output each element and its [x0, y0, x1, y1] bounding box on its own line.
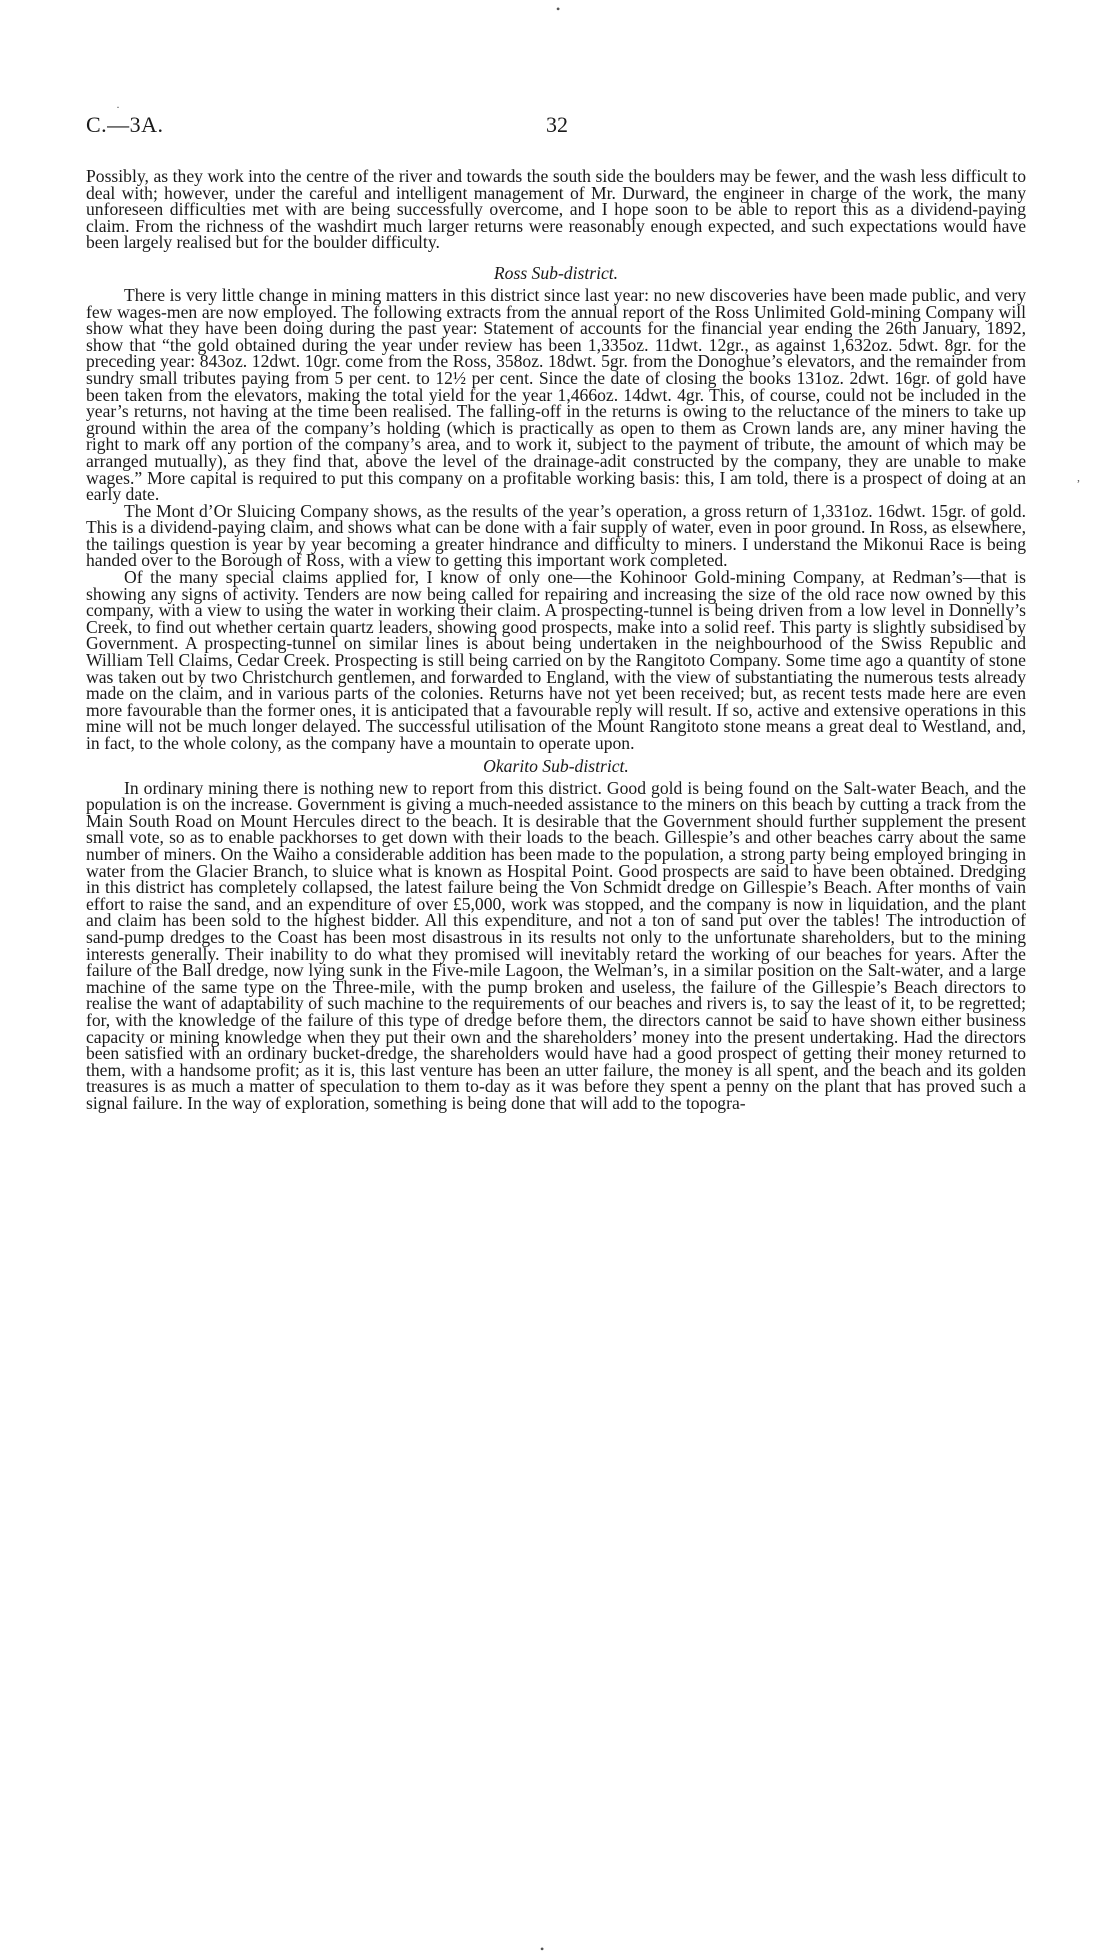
scan-dot: · — [116, 100, 120, 114]
document-reference: C.—3A. — [86, 112, 164, 137]
intro-paragraph: Possibly, as they work into the centre of the river and towards the south side the boulders may be fewer, and the wash less difficult to deal with; however, under the careful and intelligent management of Mr. Durward, the engineer in charge of the work, the many unforeseen difficulties met with are being successfully overcome, and I hope soon to be able to report this as a dividend-paying claim. From the richness of the washdirt much larger returns were reasonably enough expected, and such expectations would have been largely realised but for the boulder difficulty. — [86, 166, 1026, 253]
ross-paragraph-2: The Mont d’Or Sluicing Company shows, as the results of the year’s operation, a gross return of 1,331oz. 16dwt. 15gr. of gold. This is a dividend-paying claim, and shows what can be done with a fair supply of water, even in poor ground. In Ross, as elsewhere, the tailings question is year by year becoming a greater hindrance and difficulty to miners. I understand the Mikonui Race is being handed over to the Borough of Ross, with a view to getting this important work completed. — [86, 500, 1026, 571]
scan-dot: • — [556, 2, 561, 16]
page-header — [86, 112, 1026, 146]
ross-paragraph-1: There is very little change in mining matters in this district since last year: no new discoveries have been made public, and very few wages-men are now employed. The following extracts from the annual report of the Ross Unlimited Gold-mining Company will show what they have been doing during the past year: Statement of accounts for the financial year ending the 26th January, 1892, show that “the gold obtained during the year under review has been 1,335oz. 11dwt. 12gr., as against 1,632oz. 5dwt. 8gr. for the preceding year: 843oz. 12dwt. 10gr. come from the Ross, 358oz. 18dwt. 5gr. from the Donoghue’s elevators, and the remainder from sundry small tributes paying from 5 per cent. to 12½ per cent. Since the date of closing the books 131oz. 2dwt. 16gr. of gold have been taken from the elevators, making the total yield for the year 1,466oz. 14dwt. 4gr. This, of course, could not be included in the year’s returns, not having at the time been realised. The falling-off in the returns is owing to the reluctance of the miners to take up ground within the area of the company’s holding (which is practically as open to them as Crown lands are, any miner having the right to mark off any portion of the company’s area, and to work it, subject to the payment of tribute, the amount of which may be arranged mutually), as they find that, above the level of the drainage-adit constructed by the company, they are unable to make wages.” More capital is required to put this company on a profitable working basis: this, I am told, there is a prospect of doing at an early date. — [86, 284, 1026, 505]
ross-paragraph-3: Of the many special claims applied for, I know of only one—the Kohinoor Gold-mining Company, at Redman’s—that is showing any signs of activity. Tenders are now being called for repairing and increasing the size of the old race now owned by this company, with a view to using the water in working their claim. A prospecting-tunnel is being driven from a low level in Donnelly’s Creek, to find out whether certain quartz leaders, showing good prospects, make into a solid reef. This party is slightly subsidised by Government. A prospecting-tunnel on similar lines is about being undertaken in the neighbourhood of the Swiss Republic and William Tell Claims, Cedar Creek. Prospecting is still being carried on by the Rangitoto Company. Some time ago a quantity of stone was taken out by two Christchurch gentlemen, and forwarded to England, with the view of substantiating the numerous tests already made on the claim, and in various parts of the colonies. Returns have not yet been received; but, as recent tests made here are even more favourable than the former ones, it is anticipated that a favourable reply will result. If so, active and extensive operations in this mine will not be much longer delayed. The successful utilisation of the Mount Rangitoto stone means a great deal to Westland, and, in fact, to the whole colony, as the company have a mountain to operate upon. — [86, 567, 1026, 753]
scan-dot: • — [540, 1942, 545, 1956]
section-heading-ross: Ross Sub-district. — [493, 262, 619, 283]
body-text — [86, 168, 1026, 1111]
section-heading-okarito: Okarito Sub-district. — [483, 755, 629, 776]
scan-mark: , — [1077, 470, 1080, 484]
okarito-paragraph-1: In ordinary mining there is nothing new to report from this district. Good gold is being found on the Salt-water Beach, and the population is on the increase. Government is giving a much-needed assistance to the miners on this beach by cutting a track from the Main South Road on Mount Hercules direct to the beach. It is desirable that the Government should further supplement the present small vote, so as to enable packhorses to get down with their loads to the beach. Gillespie’s and other beaches carry about the same number of miners. On the Waiho a considerable addition has been made to the population, a strong party being employed bringing in water from the Glacier Branch, to sluice what is known as Hospital Point. Good prospects are said to have been obtained. Dredging in this district has completely collapsed, the latest failure being the Von Schmidt dredge on Gillespie’s Beach. After months of vain effort to raise the sand, and an expenditure of over £5,000, work was stopped, and the company is now in liquidation, and the plant and claim has been sold to the highest bidder. All this expenditure, and not a ton of sand put over the tables! The introduction of sand-pump dredges to the Coast has been most disastrous in its results not only to the unfortunate shareholders, but to the mining interests generally. Their inability to do what they promised will inevitably retard the working of our beaches for years. After the failure of the Ball dredge, now lying sunk in the Five-mile Lagoon, the Welman’s, in a similar position on the Salt-water, and a large machine of the same type on the Three-mile, with the pump broken and useless, the failure of the Gillespie’s Beach directors to realise the want of adaptability of such machine to the requirements of our beaches and rivers is, to say the least of it, to be regretted; for, with the knowledge of the failure of this type of dredge before them, the directors cannot be said to have shown either business capacity or mining knowledge when they put their own and the shareholders’ money into the present undertaking. Had the directors been satisfied with an ordinary bucket-dredge, the shareholders would have had a good prospect of getting their money returned to them, with a handsome profit; as it is, this last venture has been an utter failure, the money is all spent, and the beach and its golden treasures is as much a matter of speculation to them to-day as it was before they spent a penny on the plant that has proved such a signal failure. In the way of exploration, something is being done that will add to the topogra- — [86, 777, 1026, 1113]
page-number: 32 — [546, 112, 568, 137]
